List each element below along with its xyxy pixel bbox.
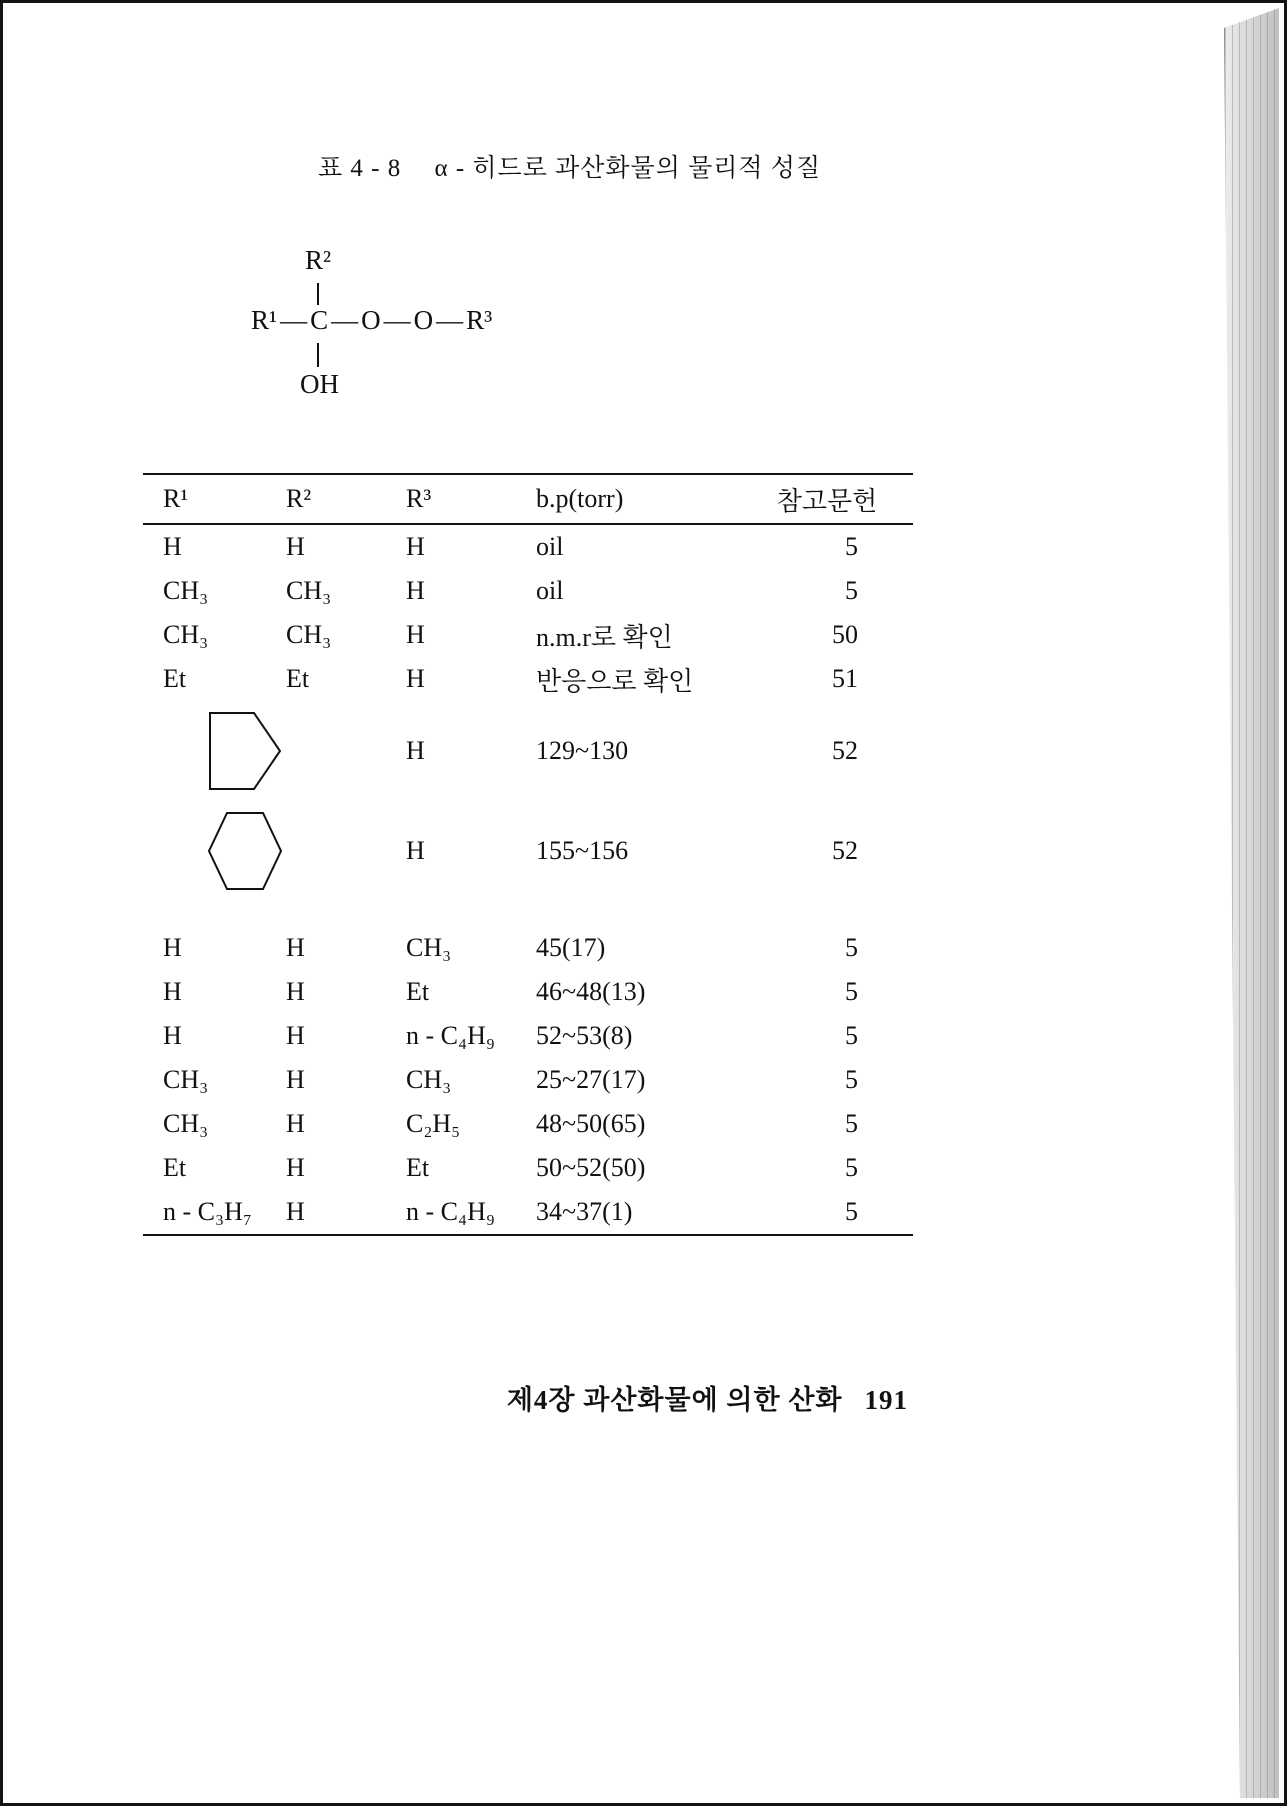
page-content (3, 3, 1284, 1803)
cell-bp: oil (536, 576, 564, 605)
structure-main-chain (251, 305, 492, 336)
cell-ref: 5 (845, 532, 858, 561)
bond-horizontal: — (331, 305, 359, 335)
table-row (143, 657, 913, 701)
cell-ref: 52 (832, 736, 858, 765)
table-row (143, 926, 913, 970)
page-footer (143, 1378, 908, 1417)
table-header-row (143, 475, 913, 525)
cell-ref: 5 (845, 1197, 858, 1226)
cell-ref: 51 (832, 664, 858, 693)
cell-r1: Et (163, 1153, 187, 1182)
cell-ref: 5 (845, 1109, 858, 1138)
table-row (143, 970, 913, 1014)
cell-r1: H (163, 933, 182, 962)
cell-bp: 129~130 (536, 736, 629, 765)
chapter-title: 제4장 과산화물에 의한 산화 (506, 1385, 843, 1415)
cell-r3: H (406, 664, 425, 693)
bond-horizontal: — (383, 305, 411, 335)
cell-r2: H (286, 977, 305, 1006)
header-ref: 참고문헌 (776, 486, 878, 516)
cell-ref: 52 (832, 836, 858, 865)
cell-r2: H (286, 1109, 305, 1138)
bond-horizontal: — (436, 305, 464, 335)
header-r3: R³ (406, 484, 432, 513)
cell-r3: H (406, 576, 425, 605)
table-caption (318, 148, 821, 184)
cyclohexane-ring-shape (143, 811, 386, 891)
cell-bp: 46~48(13) (536, 977, 646, 1006)
bond-horizontal: — (280, 305, 308, 335)
cell-ref: 5 (845, 1153, 858, 1182)
cell-bp: 48~50(65) (536, 1109, 646, 1138)
oxygen-atom-1: O (361, 305, 381, 335)
table-row (143, 801, 913, 901)
cell-r1: CH₃ (163, 576, 209, 605)
cell-r2: CH₃ (286, 620, 332, 649)
cell-r1: n - C₃H₇ (163, 1197, 252, 1226)
table-row (143, 613, 913, 657)
header-bp: b.p(torr) (536, 484, 624, 513)
cell-r2: CH₃ (286, 576, 332, 605)
cell-r3: H (406, 736, 425, 765)
cell-r1: Et (163, 664, 187, 693)
table-row (143, 569, 913, 613)
table-title-text: α - 히드로 과산화물의 물리적 성질 (434, 155, 822, 182)
table-row (143, 1058, 913, 1102)
cell-r3: Et (406, 977, 430, 1006)
cell-r2: H (286, 1197, 305, 1226)
table-row (143, 525, 913, 569)
cell-ref: 5 (845, 1021, 858, 1050)
oxygen-atom-2: O (413, 305, 434, 335)
bond-vertical-bottom (317, 343, 319, 367)
cell-r1: CH₃ (163, 620, 209, 649)
hydroxyl-group: OH (300, 369, 339, 399)
table-row (143, 1014, 913, 1058)
carbon-atom: C (310, 305, 329, 335)
substituent-r1: R¹ (251, 305, 278, 335)
cell-bp: 52~53(8) (536, 1021, 633, 1050)
table-number-label: 표 4 - 8 (318, 155, 402, 182)
cell-r3: H (406, 532, 425, 561)
cell-bp: 34~37(1) (536, 1197, 633, 1226)
cell-r1: CH₃ (163, 1065, 209, 1094)
cell-r3: n - C₄H₉ (406, 1021, 495, 1050)
cell-r3: H (406, 836, 425, 865)
chemical-structure (251, 245, 571, 405)
cyclopentane-ring-shape (143, 711, 386, 791)
substituent-r2: R² (305, 245, 332, 275)
table-row (143, 1102, 913, 1146)
cell-r2: H (286, 1153, 305, 1182)
cell-bp: 50~52(50) (536, 1153, 646, 1182)
cell-bp: n.m.r로 확인 (536, 622, 673, 652)
cell-ref: 5 (845, 1065, 858, 1094)
cell-r3: H (406, 620, 425, 649)
table-bottom-rule (143, 1234, 913, 1236)
cell-r2: H (286, 1065, 305, 1094)
cell-r2: H (286, 1021, 305, 1050)
cell-r3: C₂H₅ (406, 1109, 461, 1138)
cell-ref: 5 (845, 933, 858, 962)
cell-r1: H (163, 977, 182, 1006)
cell-r1: H (163, 1021, 182, 1050)
table-row (143, 1146, 913, 1190)
cell-r3: n - C₄H₉ (406, 1197, 495, 1226)
cell-r2: Et (286, 664, 310, 693)
cell-bp: 반응으로 확인 (536, 666, 694, 696)
cell-r3: Et (406, 1153, 430, 1182)
substituent-r3: R³ (466, 305, 493, 335)
cell-bp: oil (536, 532, 564, 561)
cell-bp: 155~156 (536, 836, 629, 865)
cell-r2: H (286, 532, 305, 561)
header-r2: R² (286, 484, 312, 513)
bond-vertical-top (317, 283, 319, 305)
table-row (143, 701, 913, 801)
table-row (143, 1190, 913, 1234)
cell-ref: 5 (845, 576, 858, 605)
cell-r3: CH₃ (406, 1065, 452, 1094)
page-number: 191 (864, 1385, 908, 1415)
cell-r1: CH₃ (163, 1109, 209, 1138)
header-r1: R¹ (163, 484, 189, 513)
cell-ref: 5 (845, 977, 858, 1006)
cell-r2: H (286, 933, 305, 962)
data-table (143, 473, 913, 1236)
cell-r1: H (163, 532, 182, 561)
cell-bp: 45(17) (536, 933, 606, 962)
cell-ref: 50 (832, 620, 858, 649)
cell-bp: 25~27(17) (536, 1065, 646, 1094)
cell-r3: CH₃ (406, 933, 452, 962)
